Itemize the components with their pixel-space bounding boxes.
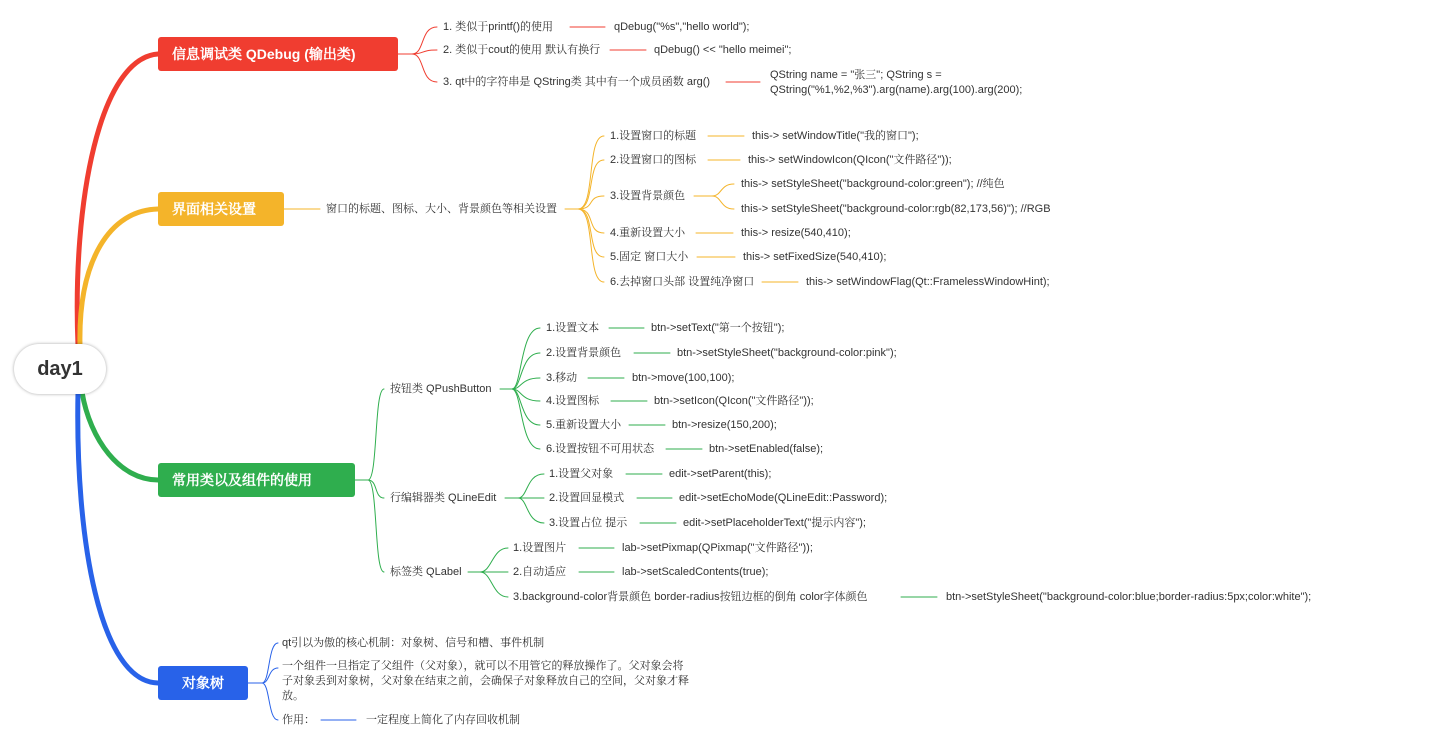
ui-subtopic[interactable]: 窗口的标题、图标、大小、背景颜色等相关设置 <box>326 203 557 215</box>
button-item-2[interactable]: 2.设置背景颜色 <box>546 347 622 359</box>
ui-item-6-value[interactable]: this-> setWindowFlag(Qt::FramelessWindowHint); <box>806 276 1050 288</box>
widget-qpushbutton[interactable]: 按钮类 QPushButton <box>390 383 492 395</box>
tree-item-1[interactable]: qt引以为傲的核心机制：对象树、信号和槽、事件机制 <box>282 637 545 649</box>
ui-item-5[interactable]: 5.固定 窗口大小 <box>610 251 689 263</box>
lineedit-item-1-value[interactable]: edit->setParent(this); <box>669 468 772 480</box>
lineedit-item-1[interactable]: 1.设置父对象 <box>549 468 614 480</box>
ui-item-3[interactable]: 3.设置背景颜色 <box>610 190 686 202</box>
widget-qlabel[interactable]: 标签类 QLabel <box>390 566 462 578</box>
topic-widgets[interactable]: 常用类以及组件的使用 <box>158 463 355 497</box>
button-item-3-value[interactable]: btn->move(100,100); <box>632 372 735 384</box>
debug-item-2-value[interactable]: qDebug() << "hello meimei"; <box>654 44 792 56</box>
ui-item-1[interactable]: 1.设置窗口的标题 <box>610 130 697 142</box>
button-item-6-value[interactable]: btn->setEnabled(false); <box>709 443 824 455</box>
label-item-1[interactable]: 1.设置图片 <box>513 542 567 554</box>
button-item-1-value[interactable]: btn->setText("第一个按钮"); <box>651 322 785 334</box>
debug-item-1-value[interactable]: qDebug("%s","hello world"); <box>614 21 750 33</box>
tree-item-2[interactable]: 一个组件一旦指定了父组件（父对象），就可以不用管它的释放操作了。父对象会将子对象丢到对象树，父对象在结束之前，会确保子对象释放自己的空间，父对象才释放。 <box>282 660 689 702</box>
debug-item-3-value[interactable]: QString name = "张三"; QString s = QString("%1,%2,%3").arg(name).arg(100).arg(200); <box>770 69 1023 96</box>
button-item-3[interactable]: 3.移动 <box>546 372 578 384</box>
lineedit-item-2[interactable]: 2.设置回显模式 <box>549 492 625 504</box>
button-item-4[interactable]: 4.设置图标 <box>546 395 600 407</box>
topic-qdebug[interactable]: 信息调试类 QDebug (输出类) <box>158 37 398 71</box>
ui-item-3-value-1[interactable]: this-> setStyleSheet("background-color:green"); //纯色 <box>741 178 1005 190</box>
label-item-3[interactable]: 3.background-color背景颜色 border-radius按钮边框的倒角 color字体颜色 <box>513 591 868 603</box>
label-item-1-value[interactable]: lab->setPixmap(QPixmap("文件路径")); <box>622 542 813 554</box>
ui-item-3-value-2[interactable]: this-> setStyleSheet("background-color:rgb(82,173,56)"); //RGB <box>741 203 1051 215</box>
topic-ui-settings[interactable]: 界面相关设置 <box>158 192 284 226</box>
root-node[interactable]: day1 <box>14 344 106 394</box>
label-item-2[interactable]: 2.自动适应 <box>513 566 567 578</box>
button-item-1[interactable]: 1.设置文本 <box>546 322 600 334</box>
label-item-3-value[interactable]: btn->setStyleSheet("background-color:blue;border-radius:5px;color:white"); <box>946 591 1312 603</box>
connector-root-widgets <box>82 392 158 480</box>
connector-root-ui <box>80 209 158 346</box>
lineedit-item-2-value[interactable]: edit->setEchoMode(QLineEdit::Password); <box>679 492 888 504</box>
button-item-2-value[interactable]: btn->setStyleSheet("background-color:pink"); <box>677 347 897 359</box>
tree-item-3[interactable]: 作用： <box>282 714 315 726</box>
lineedit-item-3-value[interactable]: edit->setPlaceholderText("提示内容"); <box>683 517 866 529</box>
button-item-6[interactable]: 6.设置按钮不可用状态 <box>546 443 655 455</box>
button-item-5[interactable]: 5.重新设置大小 <box>546 419 622 431</box>
debug-item-3[interactable]: 3. qt中的字符串是 QString类 其中有一个成员函数 arg() <box>443 76 711 88</box>
ui-item-1-value[interactable]: this-> setWindowTitle("我的窗口"); <box>752 130 919 142</box>
ui-item-4-value[interactable]: this-> resize(540,410); <box>741 227 851 239</box>
ui-item-2-value[interactable]: this-> setWindowIcon(QIcon("文件路径")); <box>748 154 952 166</box>
button-item-4-value[interactable]: btn->setIcon(QIcon("文件路径")); <box>654 395 814 407</box>
ui-item-5-value[interactable]: this-> setFixedSize(540,410); <box>743 251 887 263</box>
label-item-2-value[interactable]: lab->setScaledContents(true); <box>622 566 769 578</box>
ui-item-6[interactable]: 6.去掉窗口头部 设置纯净窗口 <box>610 276 755 288</box>
connector-root-debug <box>77 54 158 346</box>
topic-object-tree[interactable]: 对象树 <box>158 666 248 700</box>
connector-root-tree <box>78 392 158 683</box>
lineedit-item-3[interactable]: 3.设置占位 提示 <box>549 517 628 529</box>
widget-qlineedit[interactable]: 行编辑器类 QLineEdit <box>390 492 497 504</box>
ui-item-2[interactable]: 2.设置窗口的图标 <box>610 154 697 166</box>
debug-item-1[interactable]: 1. 类似于printf()的使用 <box>443 21 554 33</box>
tree-item-3-value[interactable]: 一定程度上简化了内存回收机制 <box>366 714 520 726</box>
button-item-5-value[interactable]: btn->resize(150,200); <box>672 419 777 431</box>
debug-item-2[interactable]: 2. 类似于cout的使用 默认有换行 <box>443 44 601 56</box>
ui-item-4[interactable]: 4.重新设置大小 <box>610 227 686 239</box>
